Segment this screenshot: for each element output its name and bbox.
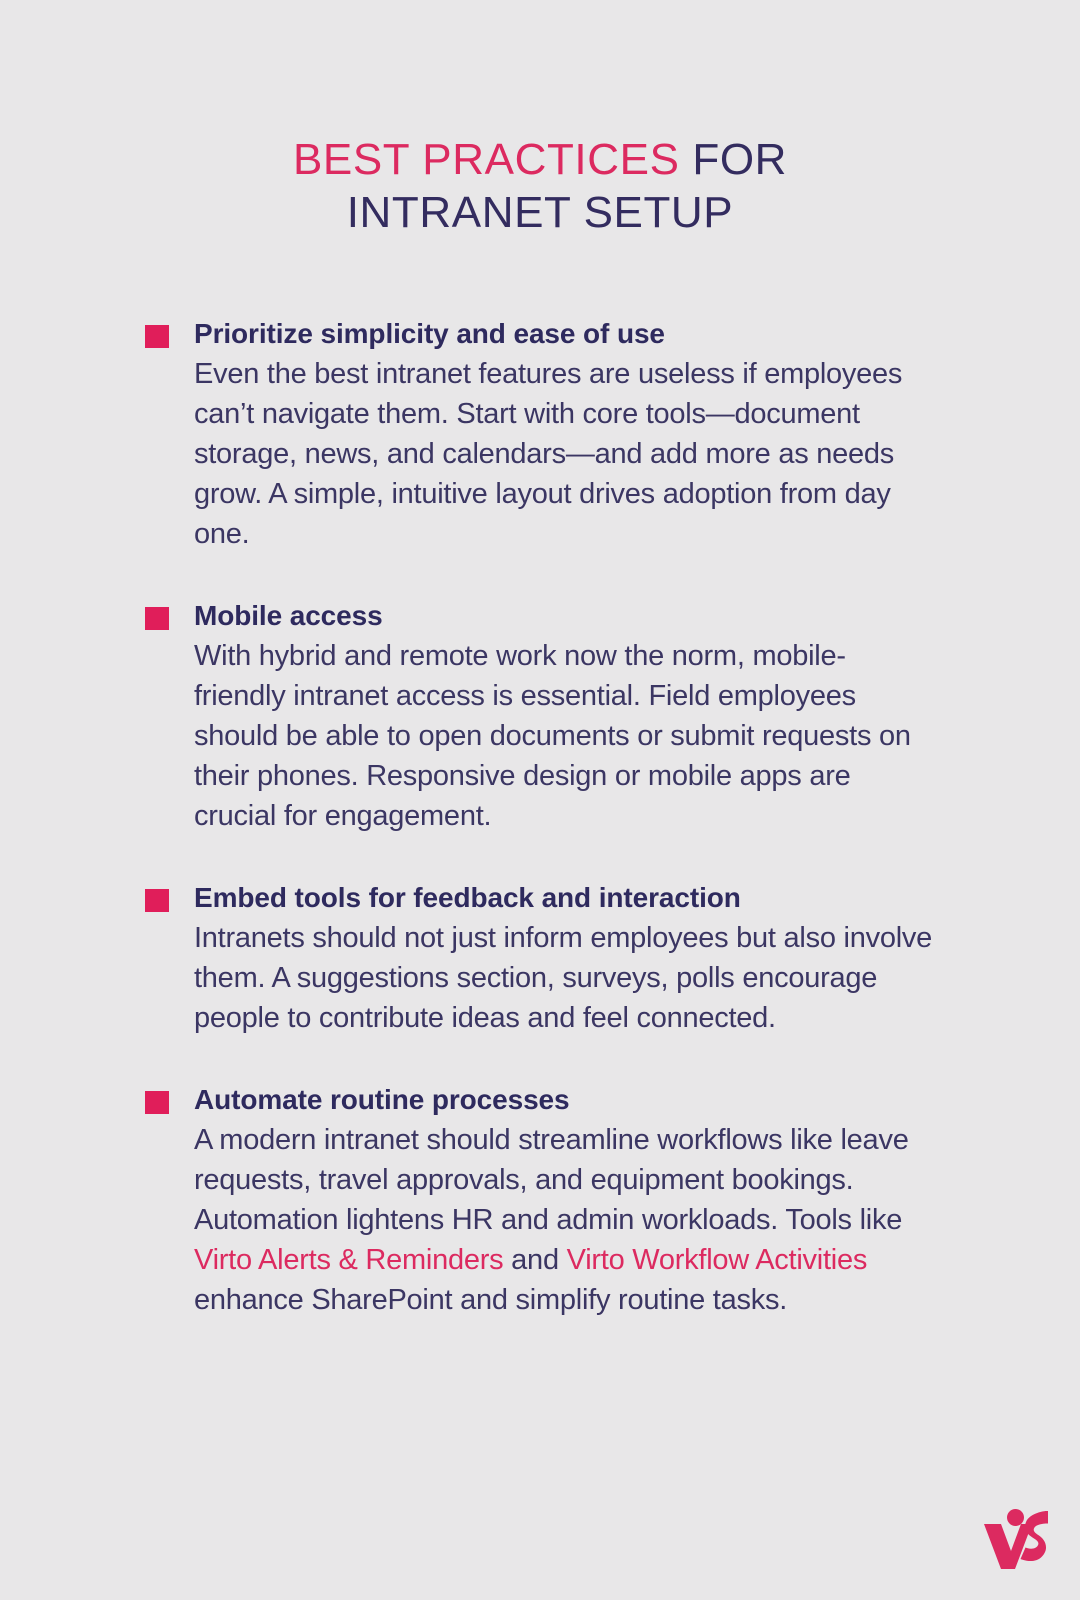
square-bullet-icon — [145, 325, 169, 348]
list-item-text: With hybrid and remote work now the norm, mobile-friendly intranet access is essential. Field employees should be able to open documents or submit requests on their phones. Responsive design or mobile apps are crucial for engagement. — [194, 640, 911, 832]
list-item-text: Intranets should not just inform employees but also involve them. A suggestions section, surveys, polls encourage people to contribute ideas and feel connected. — [194, 922, 933, 1034]
text-fragment: and — [503, 1244, 567, 1276]
list-item-heading: Embed tools for feedback and interaction — [194, 882, 741, 913]
list-item-body — [145, 595, 935, 836]
virto-software-logo-icon — [982, 1508, 1048, 1570]
link-virto-workflow-activities[interactable]: Virto Workflow Activities — [566, 1244, 868, 1276]
title-line-1 — [0, 133, 1080, 186]
list-item-text: Even the best intranet features are useless if employees can’t navigate them. Start with core tools—document storage, news, and calendars—and add more as needs grow. A simple, intuitive layout drives adoption from day one. — [194, 358, 903, 550]
best-practices-list — [145, 313, 935, 1320]
text-fragment: A modern intranet should streamline workflows like leave requests, travel approvals, and equipment bookings. Automation lightens HR and admin workloads. Tools like — [194, 1124, 909, 1236]
title-accent-text: BEST PRACTICES — [292, 135, 680, 184]
page-title — [0, 133, 1080, 239]
list-item-text — [194, 1120, 935, 1320]
list-item-body — [145, 877, 935, 1038]
square-bullet-icon — [145, 1091, 169, 1114]
square-bullet-icon — [145, 607, 169, 630]
text-fragment: enhance SharePoint and simplify routine tasks. — [194, 1284, 788, 1316]
list-item — [145, 1079, 935, 1320]
list-item — [145, 595, 935, 836]
title-line-1-rest: FOR — [679, 135, 788, 184]
list-item-heading: Prioritize simplicity and ease of use — [194, 318, 665, 349]
square-bullet-icon — [145, 889, 169, 912]
list-item — [145, 313, 935, 554]
list-item-heading: Automate routine processes — [194, 1084, 570, 1115]
list-item-heading: Mobile access — [194, 600, 383, 631]
list-item-body — [145, 313, 935, 554]
list-item — [145, 877, 935, 1038]
title-line-2: INTRANET SETUP — [346, 188, 734, 237]
list-item-body — [145, 1079, 935, 1320]
link-virto-alerts-reminders[interactable]: Virto Alerts & Reminders — [194, 1244, 504, 1276]
